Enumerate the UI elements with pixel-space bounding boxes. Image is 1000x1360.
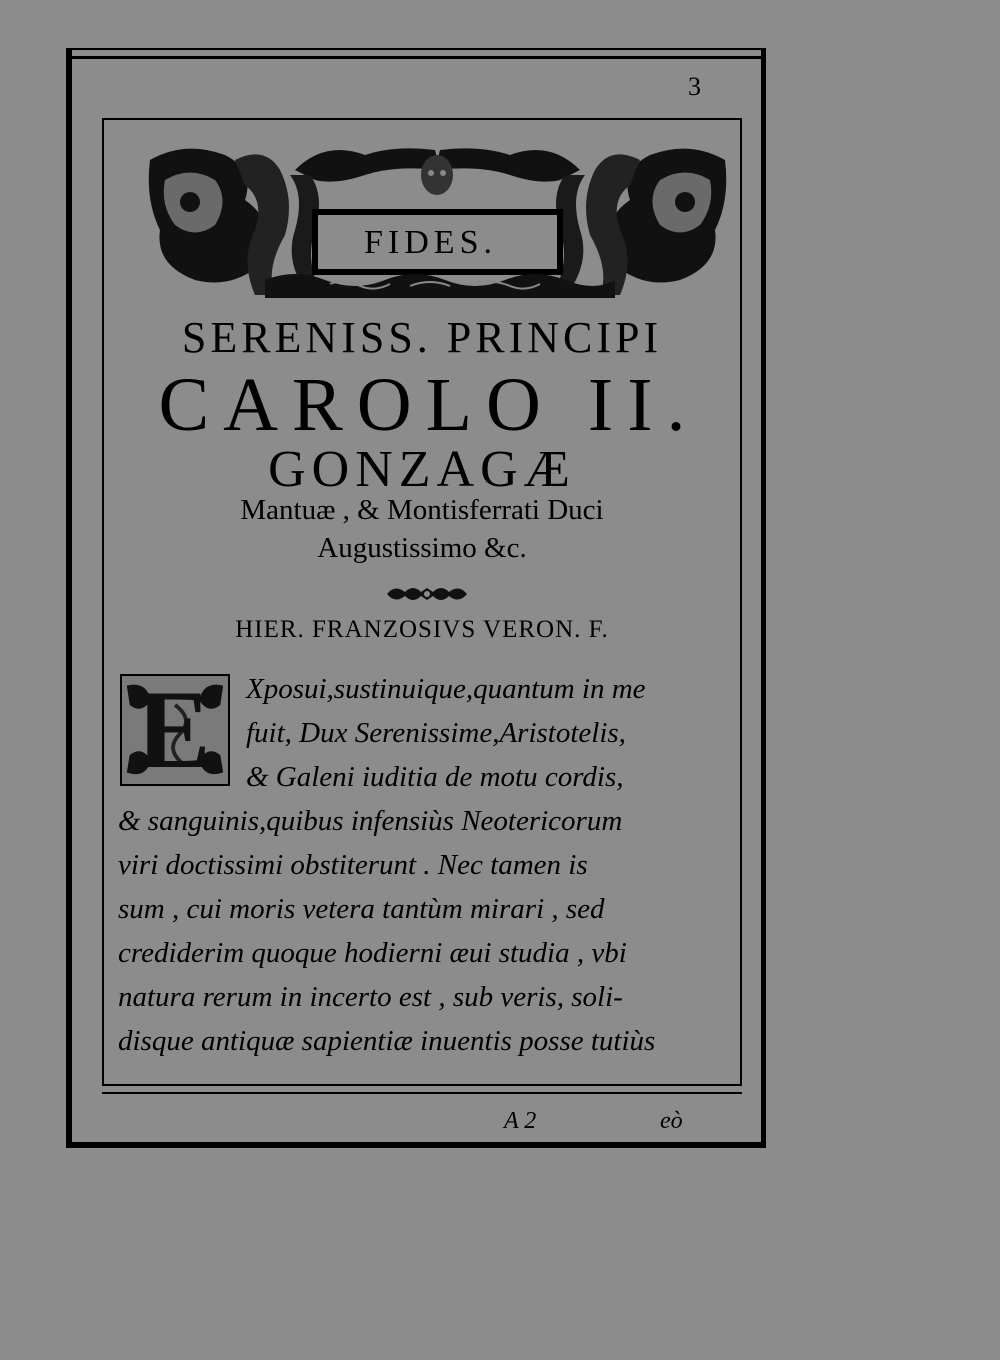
body-line-1: Xposui,sustinuique,quantum in me	[246, 673, 646, 705]
initial-letter: E	[136, 674, 211, 786]
outer-border-rule	[66, 56, 766, 59]
headpiece-title: FIDES.	[364, 224, 497, 261]
dedication-line-1: SERENISS. PRINCIPI	[181, 313, 663, 362]
decorated-initial	[120, 674, 230, 786]
text-block-rule	[102, 1092, 742, 1094]
body-line-5: viri doctissimi obstiterunt . Nec tamen is	[118, 849, 588, 881]
catchword: eò	[660, 1108, 683, 1134]
body-line-6: sum , cui moris vetera tantùm mirari , sed	[118, 893, 605, 925]
dedication-line-4: Mantuæ , & Montisferrati Duci	[240, 494, 604, 526]
body-line-4: & sanguinis,quibus infensiùs Neotericorum	[118, 805, 623, 837]
body-line-9: disque antiquæ sapientiæ inuentis posse tutiùs	[118, 1025, 656, 1057]
dedication-line-2: CAROLO II.	[158, 363, 700, 447]
author-line: HIER. FRANZOSIVS VERON. F.	[235, 616, 609, 643]
body-line-7: crediderim quoque hodierni æui studia , vbi	[118, 937, 627, 969]
fleuron-ornament-icon	[385, 582, 469, 606]
body-line-2: fuit, Dux Serenissime,Aristotelis,	[246, 717, 626, 749]
body-line-8: natura rerum in incerto est , sub veris, soli-	[118, 981, 623, 1013]
page-number: 3	[688, 72, 701, 101]
body-line-3: & Galeni iuditia de motu cordis,	[246, 761, 624, 793]
dedication-line-3: GONZAGÆ	[268, 441, 576, 498]
dedication-line-5: Augustissimo &c.	[317, 532, 527, 564]
signature-mark: A 2	[504, 1108, 537, 1134]
